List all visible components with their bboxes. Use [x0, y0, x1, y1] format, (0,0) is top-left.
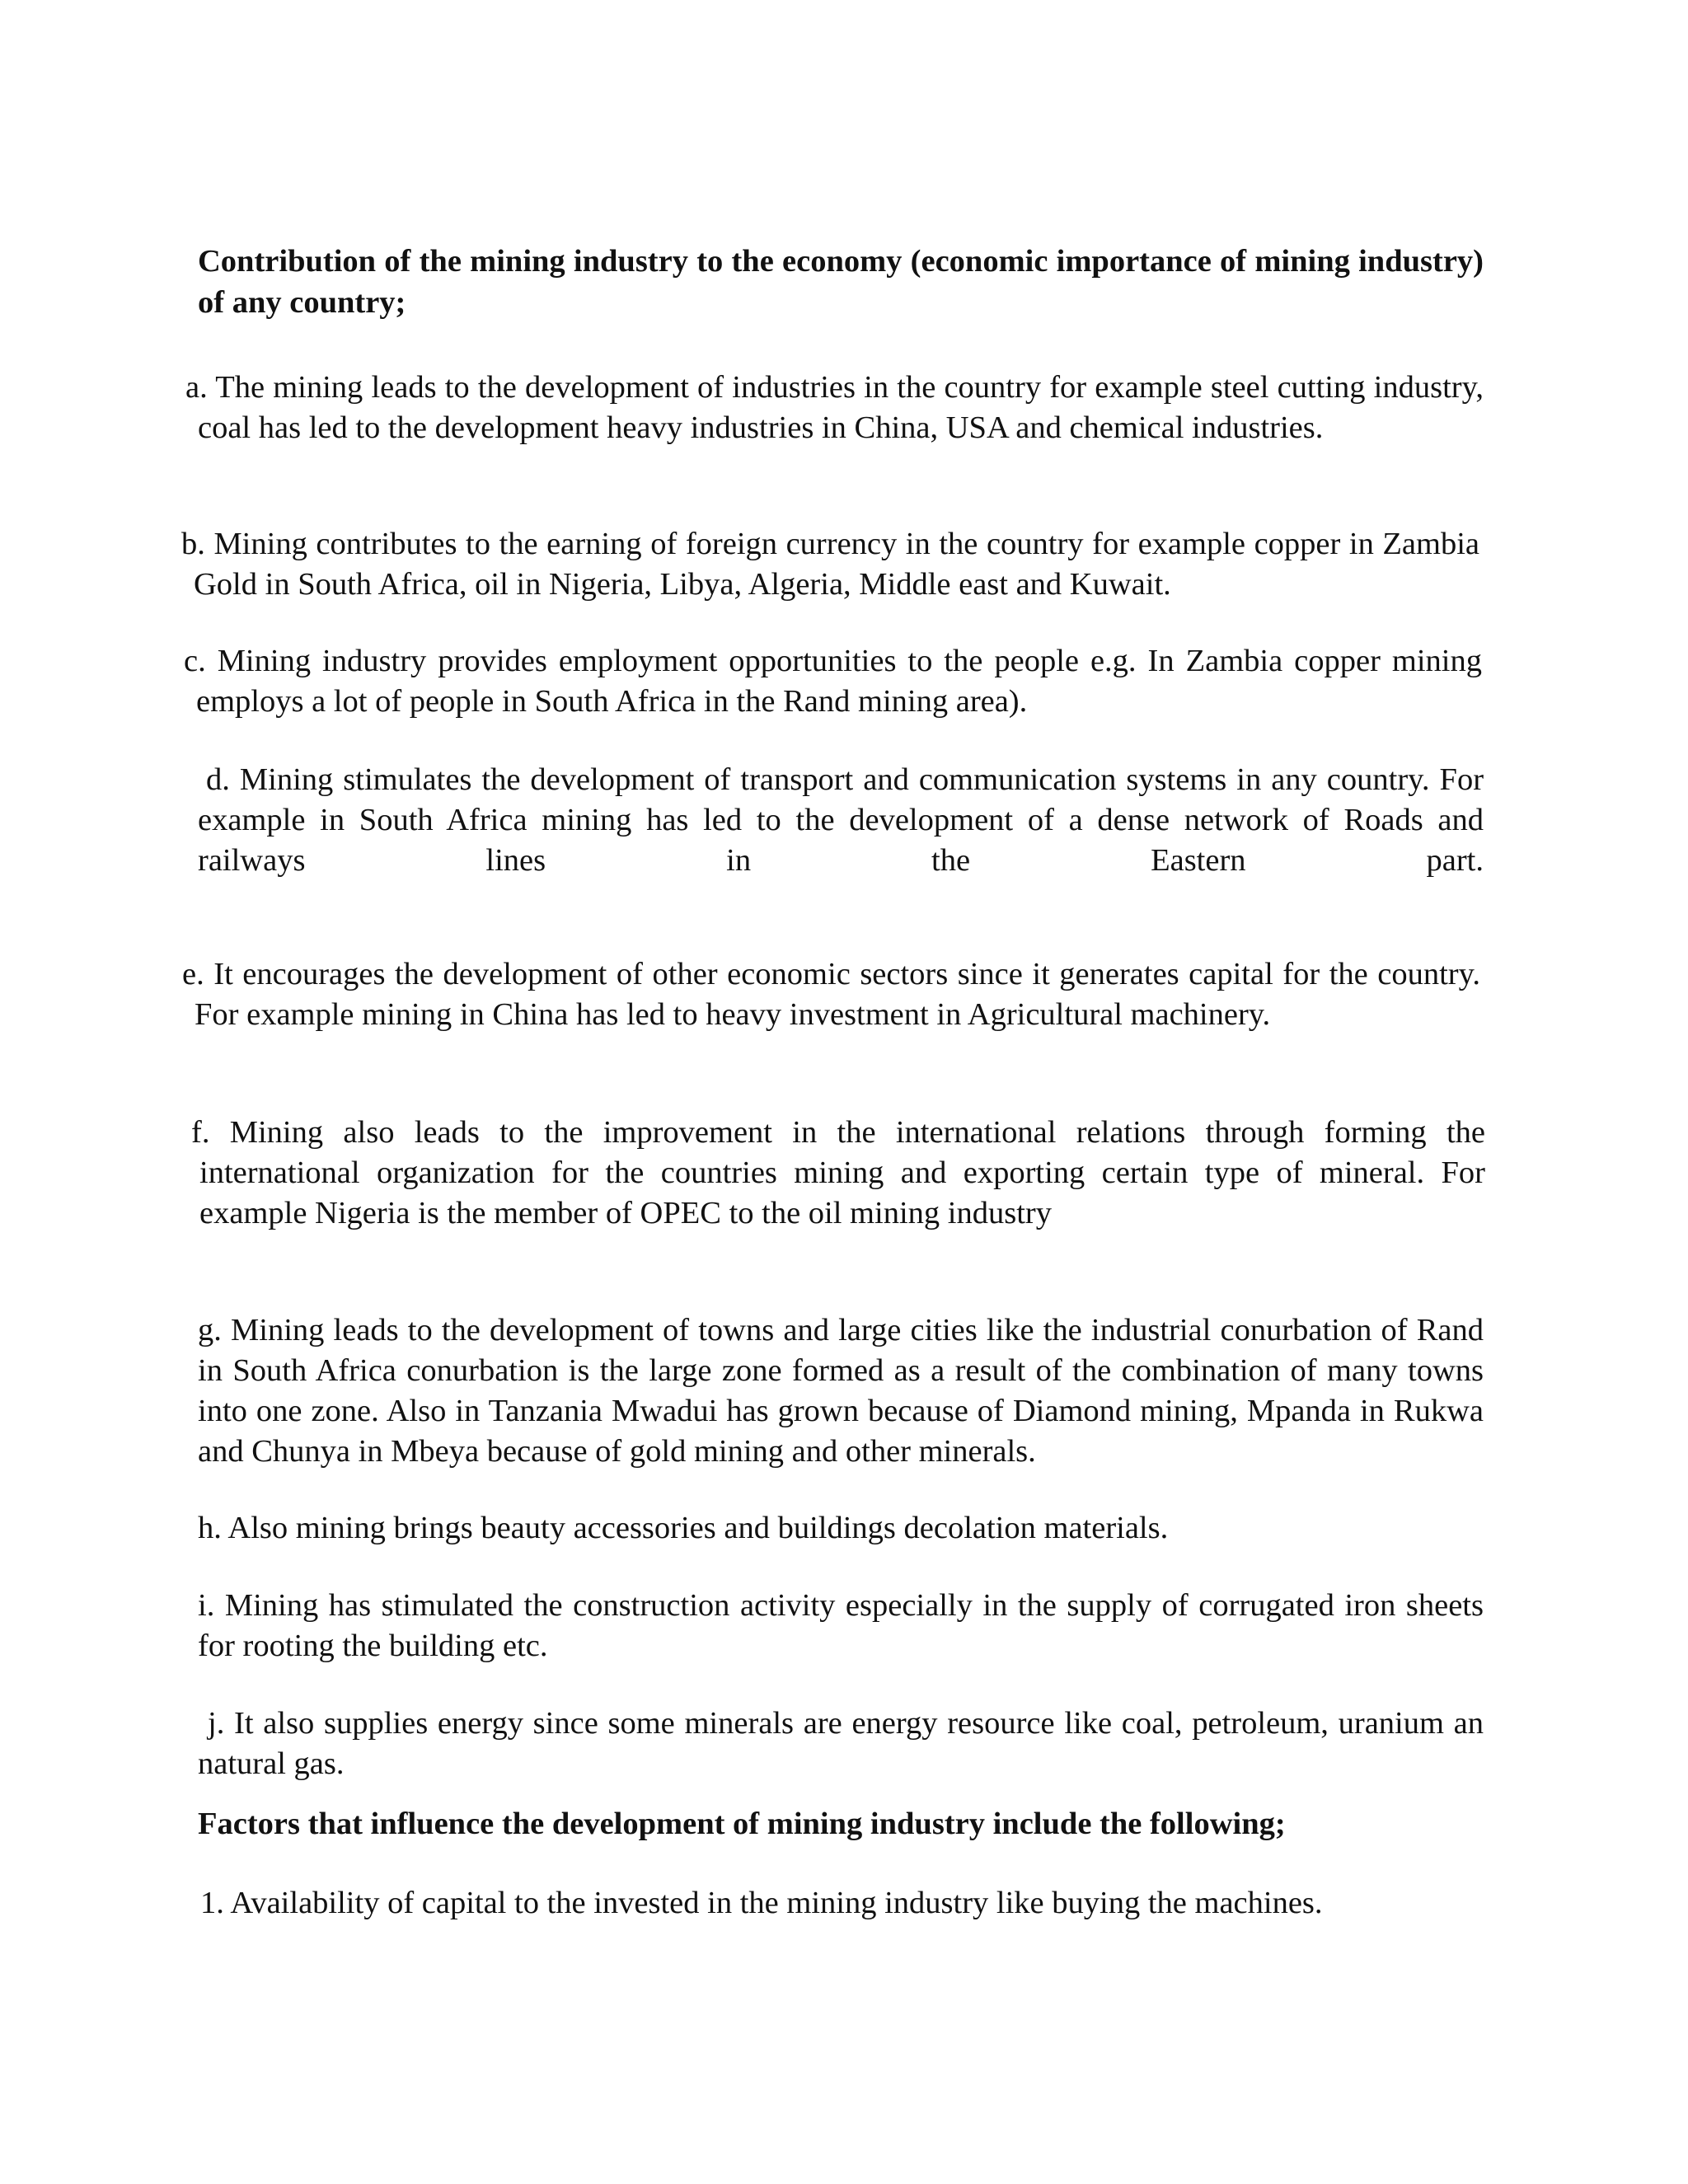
item-marker: a.	[185, 370, 208, 405]
item-marker: j.	[208, 1706, 225, 1741]
item-text: Mining stimulates the development of transport and communication systems in any country. For example in South Africa mining has led to the development of a dense network of Roads and railways lines in the Eastern part.	[198, 762, 1484, 878]
item-marker: g.	[198, 1313, 222, 1347]
item-marker: e.	[182, 957, 204, 991]
item-marker: i.	[198, 1588, 215, 1623]
item-text: The mining leads to the development of industries in the country for example steel cutting industry, coal has led to the development heavy industries in China, USA and chemical industries.	[198, 370, 1484, 445]
item-marker: 1.	[200, 1886, 224, 1920]
item-text: Availability of capital to the invested in the mining industry like buying the machines.	[230, 1886, 1323, 1920]
contribution-heading: Contribution of the mining industry to the economy (economic importance of mining industry) of any country;	[198, 244, 1484, 320]
item-text: It encourages the development of other economic sectors since it generates capital for the country. For example mining in China has led to heavy investment in Agricultural machinery.	[195, 957, 1481, 1032]
list-item-h	[198, 1508, 1484, 1549]
list-item-a	[185, 368, 1484, 448]
list-item-g	[198, 1310, 1484, 1472]
list-item-e	[182, 954, 1481, 1035]
item-marker: f.	[191, 1115, 210, 1150]
item-marker: d.	[206, 762, 230, 797]
item-text: Also mining brings beauty accessories and buildings decolation materials.	[227, 1511, 1169, 1545]
list-item-b	[181, 524, 1479, 605]
list-item-c	[184, 641, 1482, 722]
list-item-i	[198, 1586, 1484, 1666]
item-marker: b.	[181, 527, 205, 561]
factors-heading: Factors that influence the development of mining industry include the following;	[198, 1807, 1286, 1841]
item-marker: h.	[198, 1511, 222, 1545]
list-item-j	[198, 1704, 1484, 1784]
factor-item-1	[198, 1883, 1484, 1924]
item-text: It also supplies energy since some minerals are energy resource like coal, petroleum, uranium an natural gas.	[198, 1706, 1484, 1781]
list-item-f	[191, 1113, 1486, 1234]
item-text: Mining has stimulated the construction activity especially in the supply of corrugated iron sheets for rooting the building etc.	[198, 1588, 1484, 1663]
list-item-d	[198, 760, 1484, 881]
item-text: Mining leads to the development of towns and large cities like the industrial conurbation of Rand in South Africa conurbation is the large zone formed as a result of the combination of many towns into one zone. Also in Tanzania Mwadui has grown because of Diamond mining, Mpanda in Rukwa and Chunya in Mbeya because of gold mining and other minerals.	[198, 1313, 1484, 1469]
item-text: Mining industry provides employment opportunities to the people e.g. In Zambia copper mining employs a lot of people in South Africa in the Rand mining area).	[196, 644, 1482, 719]
item-text: Mining contributes to the earning of foreign currency in the country for example copper in Zambia Gold in South Africa, oil in Nigeria, Libya, Algeria, Middle east and Kuwait.	[194, 527, 1479, 602]
item-text: Mining also leads to the improvement in the international relations through forming the international organization for the countries mining and exporting certain type of mineral. For example Nigeria is the member of OPEC to the oil mining industry	[199, 1115, 1486, 1230]
item-marker: c.	[184, 644, 206, 678]
